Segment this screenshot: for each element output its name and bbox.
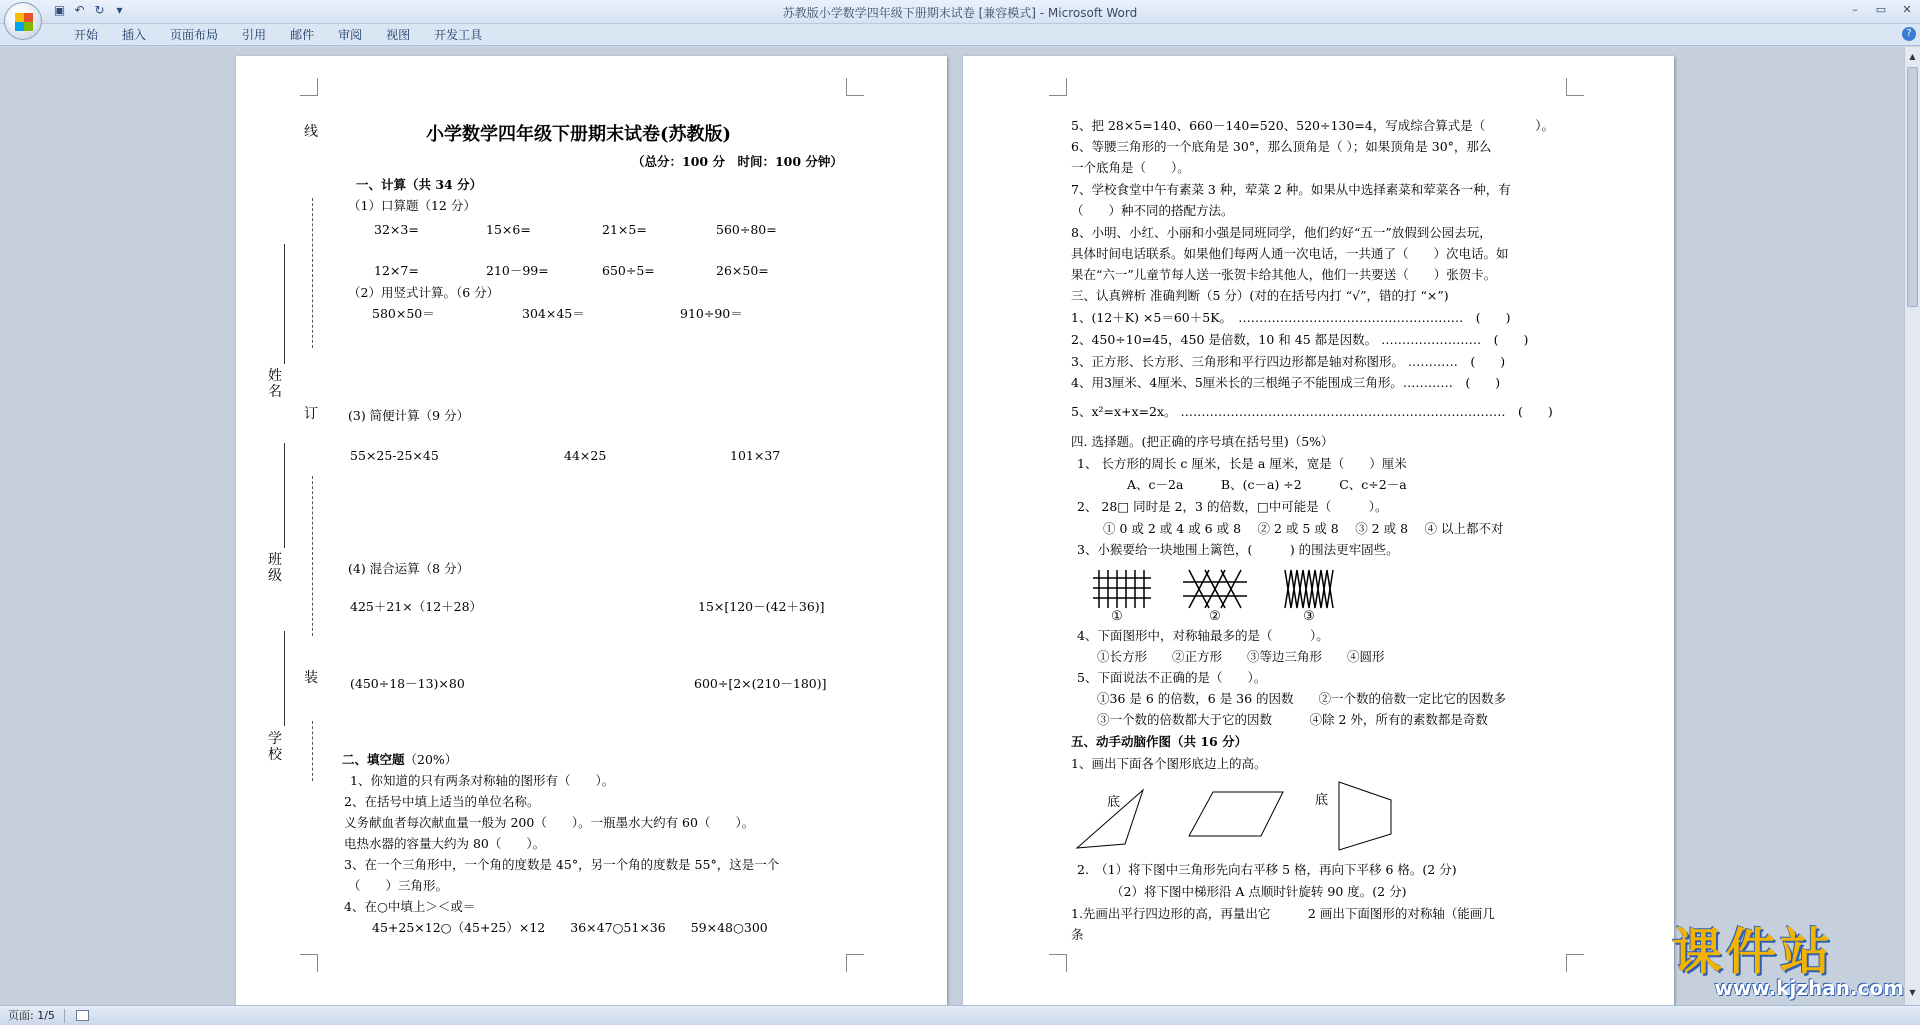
vertical-item: 910÷90＝ [680,306,743,321]
crop-mark [300,954,318,972]
choice-options: A、c－2a B、(c－a) ÷2 C、c÷2－a [1127,477,1407,492]
binding-mark-zhuang: 装 [304,670,318,686]
tab-insert[interactable]: 插入 [122,28,147,42]
fill-question: 果在“六一”儿童节每人送一张贺卡给其他人，他们一共要送（ ）张贺卡。 [1071,267,1497,282]
fill-question: 8、小明、小红、小丽和小强是同班同学，他们约好“五一”放假到公园去玩， [1071,225,1492,240]
simple-item: 44×25 [564,448,607,463]
draw-question: 条 [1071,927,1084,942]
help-icon[interactable]: ? [1902,27,1916,41]
crop-mark [300,78,318,96]
fill-question: （ ）三角形。 [348,878,449,893]
fence-zigzag [1285,570,1333,608]
tab-developer[interactable]: 开发工具 [434,28,483,42]
section-4-heading: 四. 选择题。(把正确的序号填在括号里)（5%） [1071,434,1334,449]
fill-question: 3、在一个三角形中，一个角的度数是 45°，另一个角的度数是 55°，这是一个 [344,857,780,872]
oral-item: 15×6= [486,222,531,237]
binding-line [312,476,313,636]
status-bar [0,1005,1920,1025]
oral-item: 650÷5= [602,263,655,278]
fill-question: 4、在○中填上＞＜或＝ [344,899,476,914]
section-5-heading: 五、动手动脑作图（共 16 分） [1071,734,1248,749]
crop-mark [1049,954,1067,972]
binding-line [312,198,313,348]
choice-question: 3、小猴要给一块地围上篱笆，( ) 的围法更牢固些。 [1077,542,1399,557]
fill-question: 6、等腰三角形的一个底角是 30°，那么顶角是（ ）；如果顶角是 30°，那么 [1071,139,1492,154]
crop-mark [1566,954,1584,972]
oral-item: 12×7= [374,263,419,278]
class-blank [284,443,285,548]
fill-question: 2、在括号中填上适当的单位名称。 [344,794,540,809]
mixed-item: 15×[120－(42＋36)] [698,599,825,614]
mixed-item: 600÷[2×(210－180)] [694,676,827,691]
crop-mark [846,78,864,96]
trapezoid-figure [1339,782,1391,850]
fence-grid [1093,570,1151,608]
binding-mark-ding: 订 [304,406,318,422]
draw-question: 1、画出下面各个图形底边上的高。 [1071,756,1267,771]
choice-question: 2、 28□ 同时是 2，3 的倍数，□中可能是（ ）。 [1077,499,1388,514]
fence-cross [1183,570,1247,608]
office-button[interactable] [4,2,42,40]
ribbon-tabs [0,24,1920,46]
binding-line [312,721,313,781]
judge-item: 5、x²=x+x=2x。 …………………………………………………………………… ( ) [1071,404,1553,419]
choice-options: ①长方形 ②正方形 ③等边三角形 ④圆形 [1097,649,1385,664]
mixed-heading: (4) 混合运算（8 分） [348,561,470,576]
vertical-heading: （2）用竖式计算。（6 分） [348,285,500,300]
section-2-title: 二、填空题 [342,752,405,767]
vertical-item: 580×50＝ [372,306,435,321]
page-indicator[interactable]: 页面: 1/5 [8,1009,55,1022]
scrollbar-thumb[interactable] [1907,67,1918,307]
school-label: 学校 [268,731,282,763]
fill-question: 7、学校食堂中午有素菜 3 种，荤菜 2 种。如果从中选择素菜和荤菜各一种，有 [1071,182,1511,197]
tab-view[interactable]: 视图 [386,28,411,42]
tab-page-layout[interactable]: 页面布局 [170,28,219,42]
draw-figures [1073,778,1403,854]
section-1-heading: 一、计算（共 34 分） [356,177,483,192]
tab-references[interactable]: 引用 [242,28,267,42]
document-page-1[interactable] [236,56,947,1006]
document-page-2[interactable] [963,56,1674,1006]
draw-question: 1.先画出平行四边形的高，再量出它 2 画出下面图形的对称轴（能画几 [1071,906,1495,921]
fill-question: 5、把 28×5=140、660－140=520、520÷130=4，写成综合算式是（ ）。 [1071,118,1555,133]
tab-home[interactable]: 开始 [74,28,99,42]
section-2-heading [342,752,457,767]
fill-question: 义务献血者每次献血量一般为 200（ ）。一瓶墨水大约有 60（ ）。 [344,815,755,830]
tab-mailings[interactable]: 邮件 [290,28,315,42]
oral-item: 560÷80= [716,222,777,237]
close-icon[interactable]: ✕ [1902,3,1912,16]
choice-options: ① 0 或 2 或 4 或 6 或 8 ② 2 或 5 或 8 ③ 2 或 8 ④ 以上都不对 [1103,521,1504,536]
watermark-url: www.kjzhan.com [1714,976,1904,1000]
crop-mark [1566,78,1584,96]
oral-item: 32×3= [374,222,419,237]
choice-options: ①36 是 6 的倍数，6 是 36 的因数 ②一个数的倍数一定比它的因数多 [1097,691,1507,706]
fence-figures [1089,564,1349,622]
school-blank [284,631,285,726]
vertical-item: 304×45＝ [522,306,585,321]
minimize-icon[interactable]: – [1852,3,1858,16]
oral-item: 21×5= [602,222,647,237]
name-blank [284,244,285,364]
window-controls [1848,3,1914,17]
fill-question: 45+25×12○（45+25）×12 36×47○51×36 59×48○300 [372,920,768,935]
fill-question: 电热水器的容量大约为 80（ ）。 [344,836,546,851]
tab-review[interactable]: 审阅 [338,28,363,42]
oral-item: 210－99= [486,263,549,278]
vertical-scrollbar[interactable] [1904,47,1920,1005]
window-title: 苏教版小学数学四年级下册期末试卷 [兼容模式] - Microsoft Word [782,6,1138,20]
simple-heading: (3) 简便计算（9 分） [348,408,470,423]
choice-options: ③一个数的倍数都大于它的因数 ④除 2 外，所有的素数都是奇数 [1097,712,1488,727]
simple-item: 55×25-25×45 [350,448,439,463]
crop-mark [846,954,864,972]
section-3-heading: 三、认真辨析 准确判断（5 分）(对的在括号内打 “√”，错的打 “×”) [1071,288,1449,303]
binding-mark-xian: 线 [304,124,318,140]
fence-label: ② [1209,609,1221,622]
fill-question: 一个底角是（ ）。 [1071,160,1190,175]
fill-question: 具体时间电话联系。如果他们每两人通一次电话，一共通了（ ）次电话。如 [1071,246,1509,261]
draw-question: （2）将下图中梯形沿 A 点顺时针旋转 90 度。(2 分) [1111,884,1407,899]
judge-item: 4、用3厘米、4厘米、5厘米长的三根绳子不能围成三角形。………… ( ) [1071,375,1501,390]
redo-icon[interactable]: ↻ [94,3,105,17]
name-label: 姓名 [268,368,282,400]
site-watermark [1672,924,1908,1004]
mixed-item: 425＋21×（12＋28） [350,599,483,614]
office-logo-icon [15,13,33,31]
fence-label: ① [1111,609,1123,622]
mixed-item: (450÷18－13)×80 [350,676,465,691]
choice-question: 1、 长方形的周长 c 厘米，长是 a 厘米，宽是（ ）厘米 [1077,456,1407,471]
scroll-down-icon[interactable]: ▼ [1909,988,1916,997]
fill-question: 1、你知道的只有两条对称轴的图形有（ ）。 [350,773,615,788]
crop-mark [1049,78,1067,96]
judge-item: 3、正方形、长方形、三角形和平行四边形都是轴对称图形。 ………… ( ) [1071,354,1506,369]
oral-item: 26×50= [716,263,769,278]
parallelogram-figure [1189,792,1283,836]
section-2-score: （20%） [404,752,458,767]
draw-question: 2. （1）将下图中三角形先向右平移 5 格，再向下平移 6 格。(2 分) [1077,862,1457,877]
choice-question: 5、下面说法不正确的是（ ）。 [1077,670,1267,685]
simple-item: 101×37 [730,448,781,463]
exam-subtitle: （总分：100 分 时间：100 分钟） [632,154,843,169]
title-bar [0,0,1920,24]
choice-question: 4、下面图形中，对称轴最多的是（ ）。 [1077,628,1329,643]
fence-label: ③ [1303,609,1315,622]
maximize-icon[interactable]: ▭ [1875,3,1887,16]
class-label: 班级 [268,552,282,584]
judge-item: 2、450÷10=45，450 是倍数，10 和 45 都是因数。 …………………… ( ) [1071,332,1529,347]
exam-title: 小学数学四年级下册期末试卷(苏教版) [426,124,732,145]
oral-heading: （1）口算题（12 分） [348,198,476,213]
fill-question: （ ）种不同的搭配方法。 [1071,203,1234,218]
watermark-logo-text: 课件站 [1672,923,1834,981]
spelling-check-icon[interactable] [76,1010,89,1021]
scroll-up-icon[interactable]: ▲ [1909,52,1916,61]
customize-toolbar-icon[interactable]: ▾ [116,3,123,17]
status-separator [64,1009,65,1023]
base-label: 底 [1107,795,1121,810]
undo-icon[interactable]: ↶ [74,3,85,17]
judge-item: 1、(12＋K) ×5＝60＋5K。 ……………………………………………… ( ) [1071,310,1511,325]
save-icon[interactable]: ▣ [53,3,66,17]
base-label: 底 [1315,793,1329,808]
